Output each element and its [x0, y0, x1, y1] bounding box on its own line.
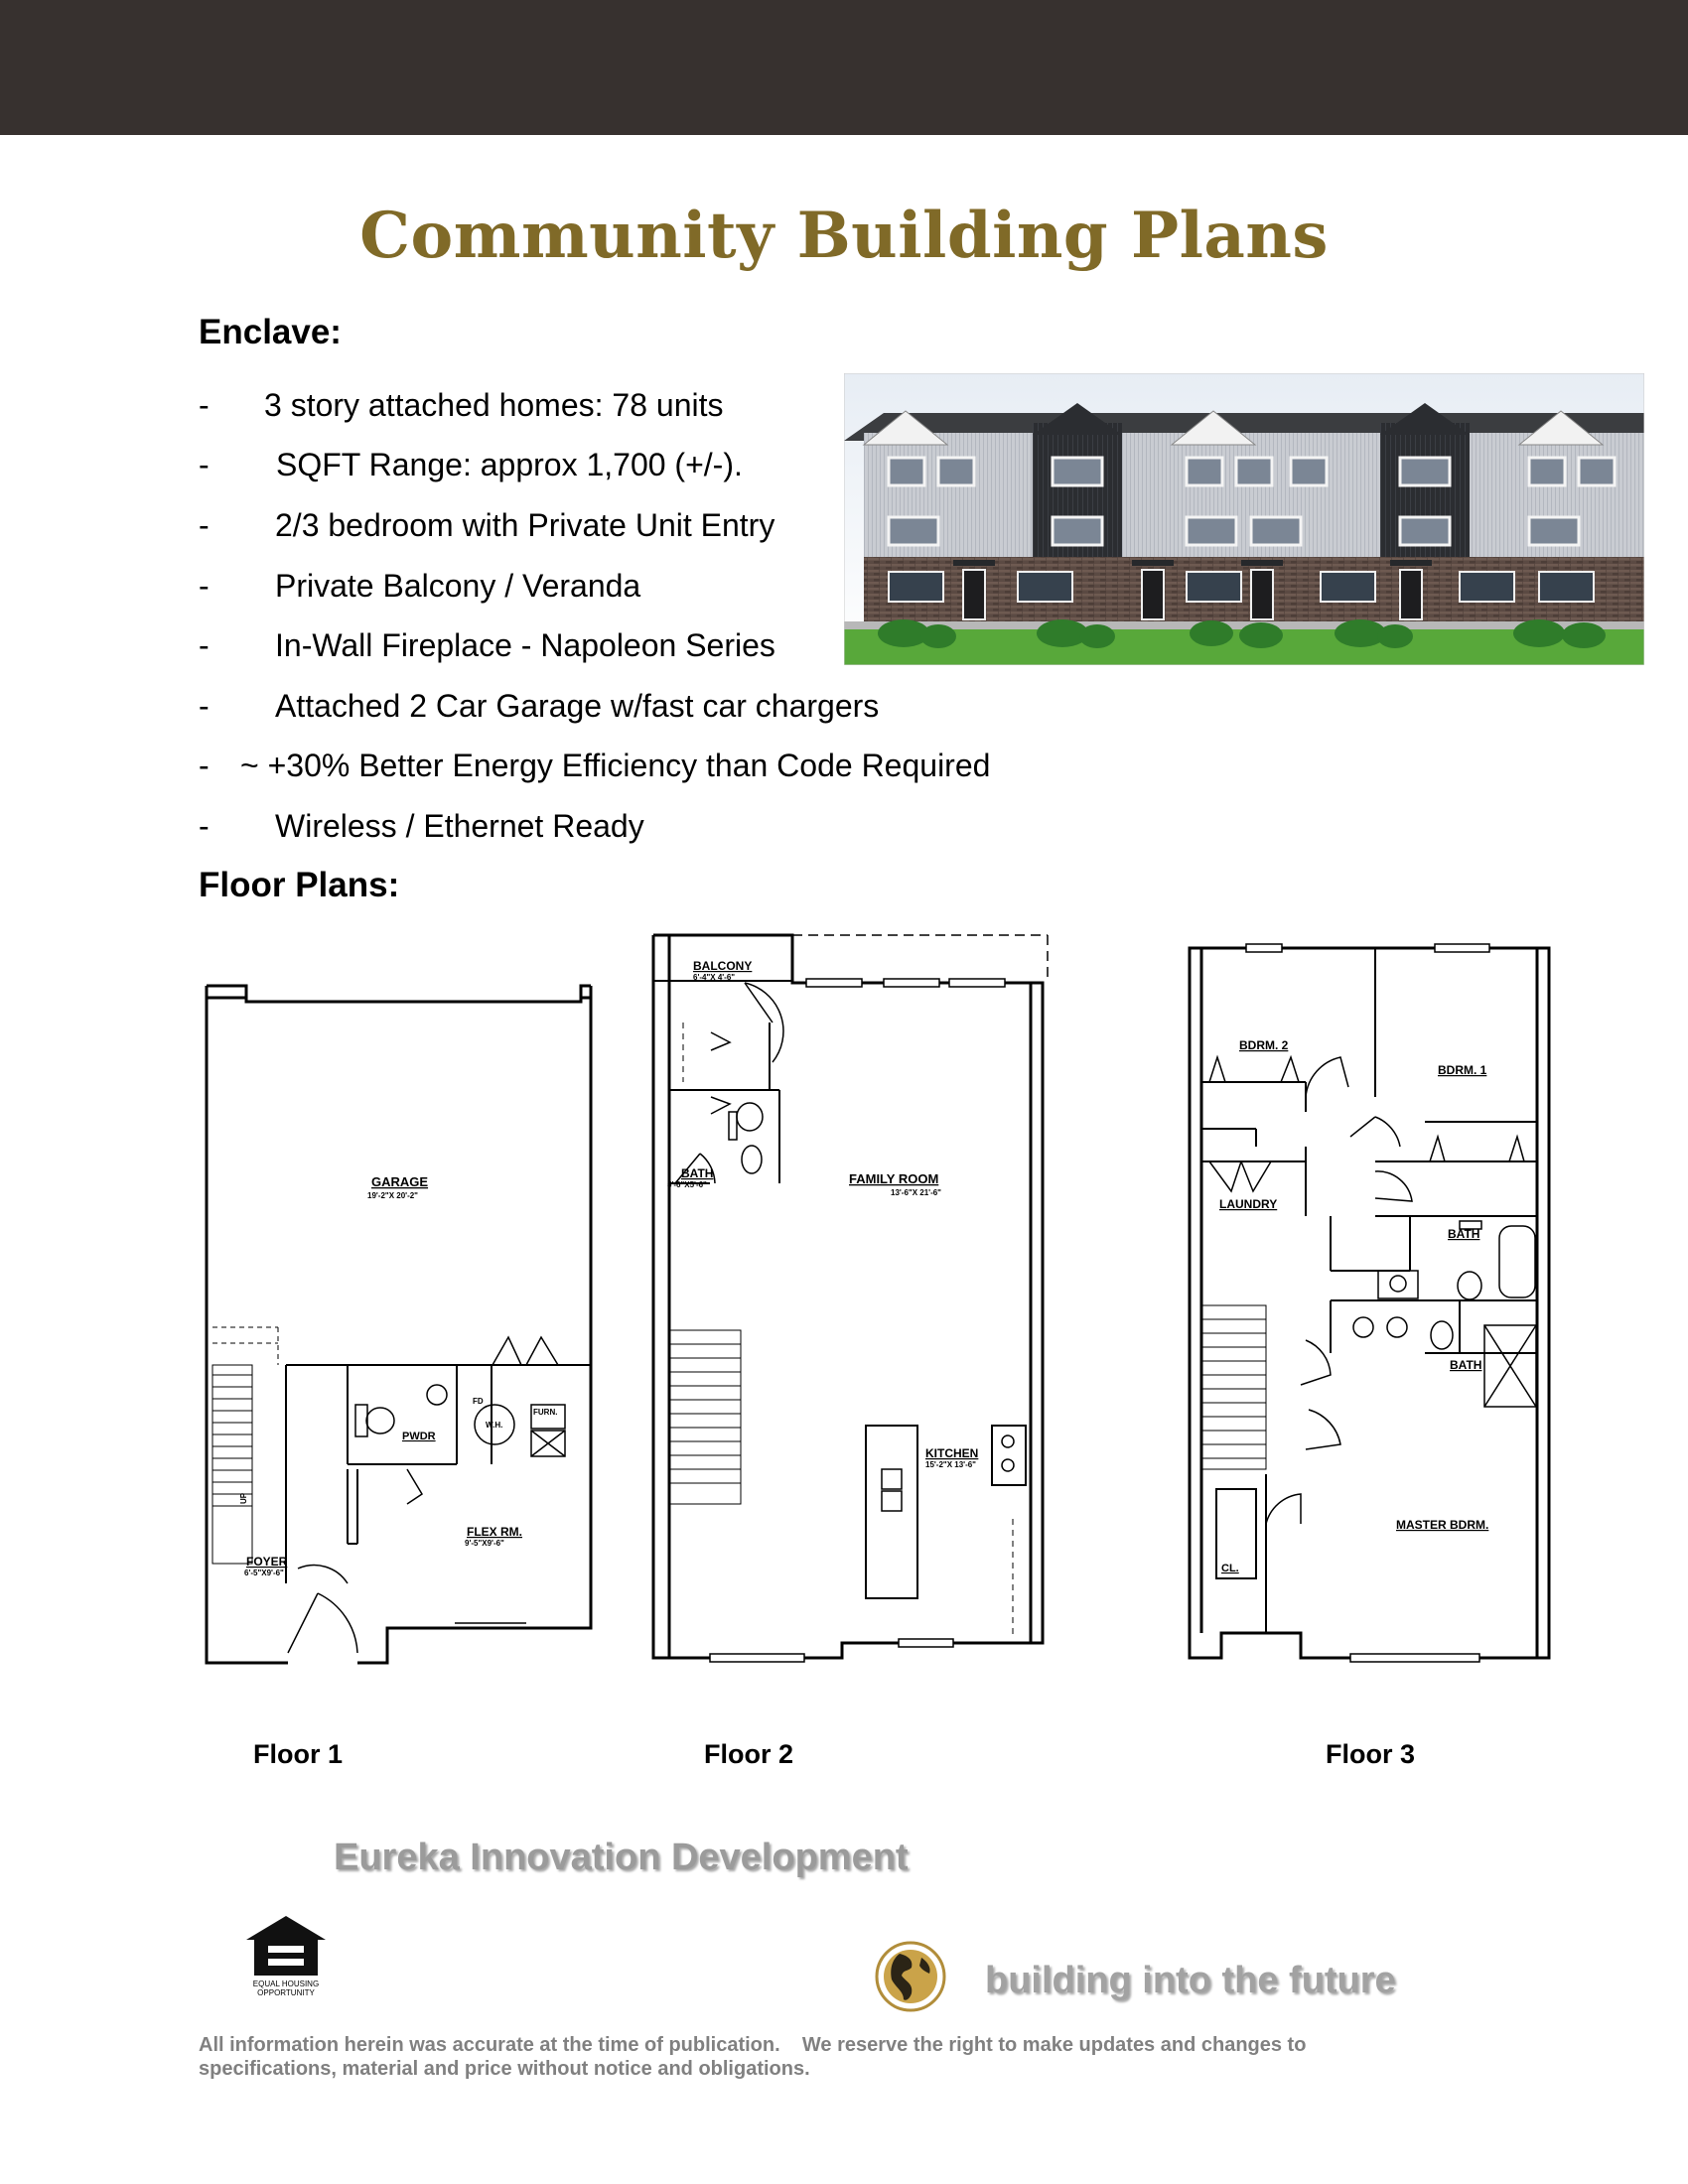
- feature-text: Wireless / Ethernet Ready: [275, 807, 644, 844]
- feature-item: [199, 737, 990, 797]
- feature-dash: -: [199, 627, 210, 664]
- feature-dash: -: [199, 506, 210, 543]
- closet-label: CL.: [1221, 1563, 1239, 1574]
- company-tagline: building into the future: [985, 1960, 1396, 2001]
- feature-item: [199, 796, 990, 857]
- floor-3-label: Floor 3: [1326, 1739, 1416, 1769]
- bedroom-2-label: BDRM. 2: [1239, 1038, 1289, 1052]
- globe-logo-icon: [874, 1940, 947, 2013]
- feature-text: Attached 2 Car Garage w/fast car chargers: [275, 687, 880, 724]
- garage-dimension: 19'-2"X 20'-2": [367, 1191, 418, 1200]
- equal-housing-line-2: OPPORTUNITY: [257, 1988, 315, 1997]
- laundry-label: LAUNDRY: [1219, 1197, 1278, 1211]
- floor-3-plan: [1182, 938, 1559, 1668]
- floor3-bath-b-label: BATH: [1450, 1358, 1482, 1372]
- bedroom-1-label: BDRM. 1: [1438, 1063, 1487, 1077]
- floor2-bath-dimension: 5'-6"X5'-6": [667, 1180, 707, 1189]
- floor3-bath-a-label: BATH: [1448, 1227, 1480, 1241]
- floor2-bath-label: BATH: [681, 1166, 714, 1180]
- flex-room-label: FLEX RM.: [467, 1525, 522, 1539]
- floor-2-plan: [645, 923, 1062, 1678]
- floor-2-label: Floor 2: [704, 1739, 794, 1769]
- townhome-rendering: [844, 373, 1644, 665]
- feature-item: [199, 676, 990, 737]
- balcony-dimension: 6'-4"X 4'-6": [693, 973, 736, 982]
- flex-room-dimension: 9'-5"X9'-6": [465, 1539, 504, 1548]
- floor-plans-heading: Floor Plans:: [199, 866, 400, 904]
- disclaimer-line-1: All information herein was accurate at the time of publication. We reserve the right to make updates and changes to: [199, 2034, 1307, 2056]
- feature-text: 3 story attached homes: 78 units: [264, 386, 724, 423]
- community-heading: Enclave:: [199, 313, 342, 351]
- feature-dash: -: [199, 386, 210, 423]
- feature-dash: -: [199, 807, 210, 844]
- equal-housing-text: [244, 1979, 328, 1997]
- foyer-label: FOYER: [246, 1555, 288, 1569]
- water-heater-label: W.H.: [486, 1421, 503, 1430]
- stair-up-label: UP: [239, 1492, 248, 1504]
- equal-housing-line-1: EQUAL HOUSING: [252, 1979, 320, 1988]
- feature-text: ~ +30% Better Energy Efficiency than Code Required: [240, 748, 991, 784]
- kitchen-label: KITCHEN: [925, 1446, 979, 1460]
- feature-dash: -: [199, 687, 210, 724]
- balcony-label: BALCONY: [693, 959, 753, 973]
- feature-dash: -: [199, 567, 210, 604]
- company-name: Eureka Innovation Development: [334, 1837, 909, 1878]
- page-title: Community Building Plans: [359, 199, 1329, 273]
- disclaimer-line-2: specifications, material and price without notice and obligations.: [199, 2058, 810, 2080]
- feature-dash: -: [199, 748, 210, 784]
- feature-text: Private Balcony / Veranda: [275, 567, 641, 604]
- powder-room-label: PWDR: [402, 1431, 436, 1442]
- feature-text: 2/3 bedroom with Private Unit Entry: [275, 506, 775, 543]
- family-room-dimension: 13'-6"X 21'-6": [891, 1188, 941, 1197]
- floor-drain-label: FD: [473, 1397, 484, 1406]
- feature-dash: -: [199, 447, 210, 483]
- top-banner: [0, 0, 1688, 135]
- floor-1-plan: [199, 968, 606, 1683]
- garage-label: GARAGE: [371, 1174, 429, 1189]
- foyer-dimension: 6'-5"X9'-6": [244, 1569, 284, 1577]
- floor-1-label: Floor 1: [253, 1739, 344, 1769]
- kitchen-dimension: 15'-2"X 13'-6": [925, 1460, 976, 1469]
- family-room-label: FAMILY ROOM: [849, 1171, 939, 1186]
- master-bedroom-label: MASTER BDRM.: [1396, 1518, 1489, 1532]
- disclaimer: [199, 2033, 1430, 2081]
- furnace-label: FURN.: [533, 1408, 558, 1417]
- feature-text: In-Wall Fireplace - Napoleon Series: [275, 627, 775, 664]
- feature-text: SQFT Range: approx 1,700 (+/-).: [276, 447, 743, 483]
